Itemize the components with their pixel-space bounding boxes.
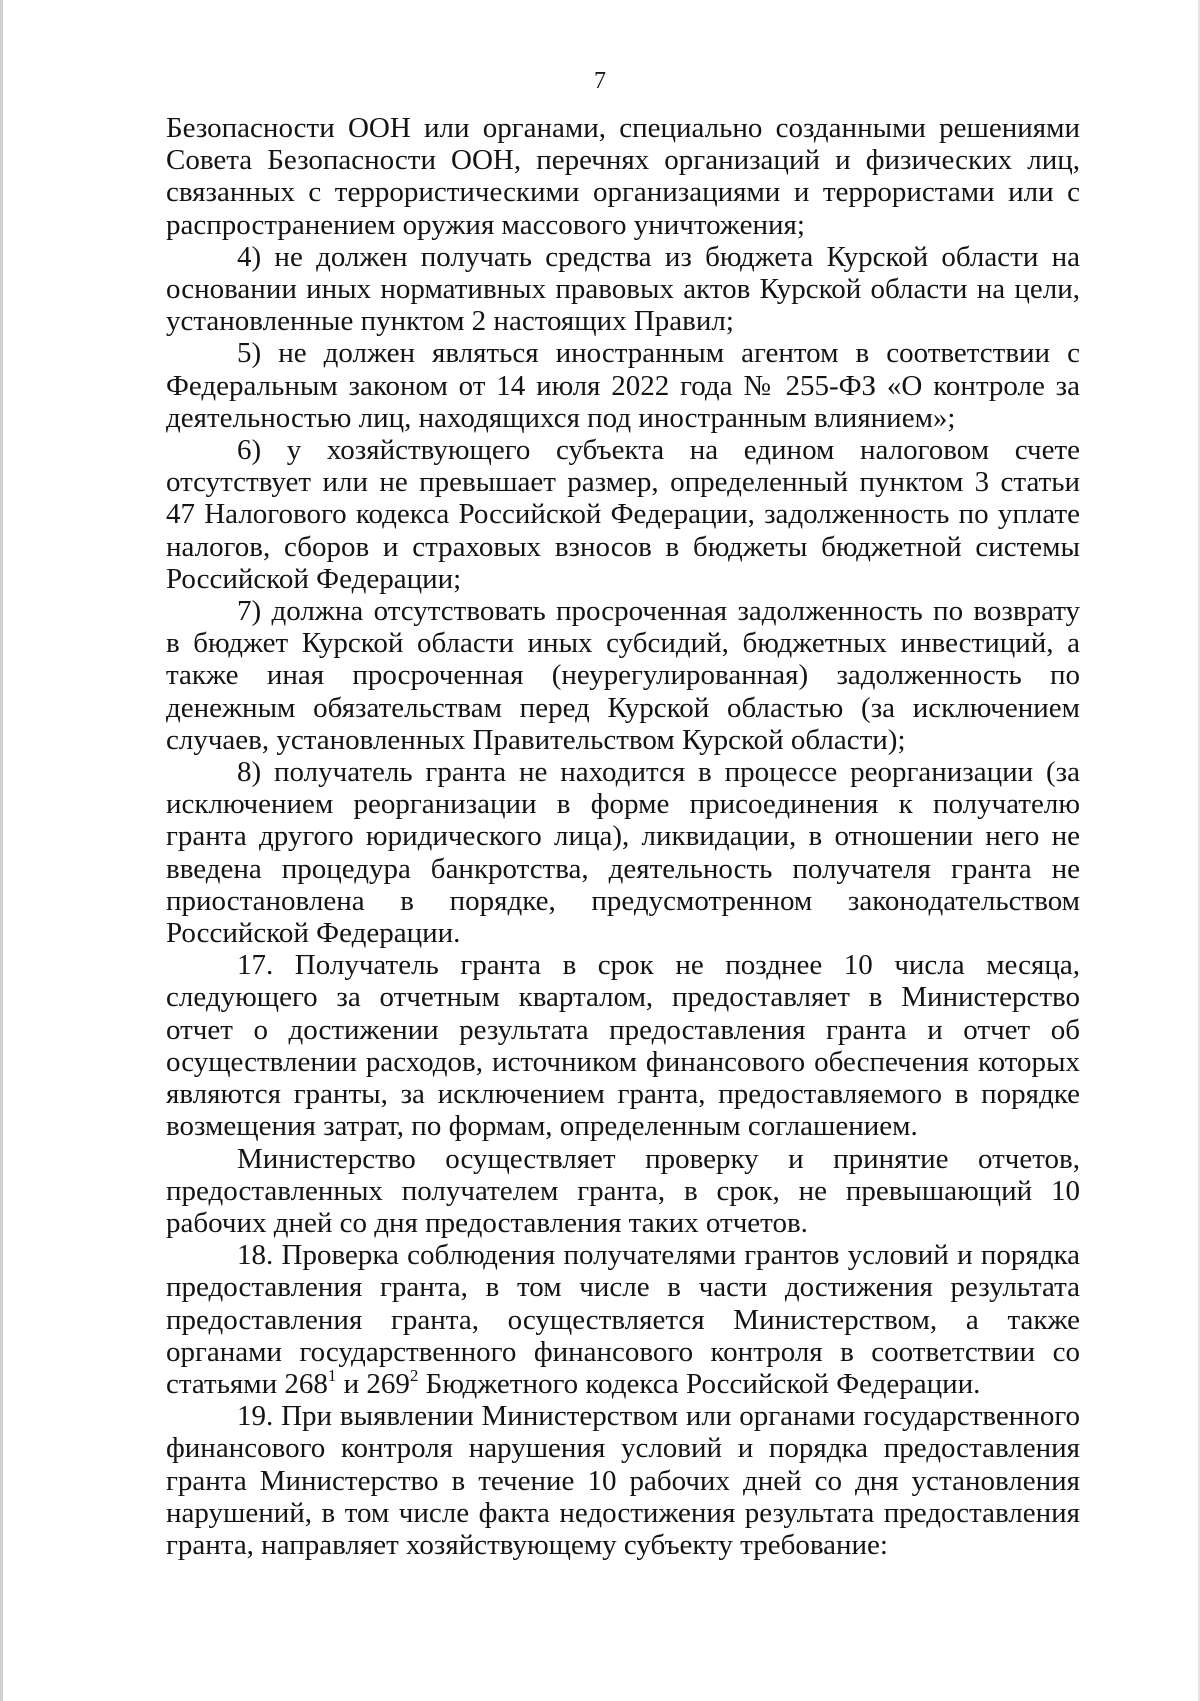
paragraph-19: 19. При выявлении Министерством или органами государственного финансового контроля нарушения условий и порядка предоставления гранта Министерство в течение 10 рабочих дней со дня установления нарушений, в том числе факта недостижения результата предоставления гранта, направляет хозяйствующему субъекту требование: <box>166 1400 1080 1561</box>
paragraph-item-6: 6) у хозяйствующего субъекта на едином налоговом счете отсутствует или не превышает размер, определенный пунктом 3 статьи 47 Налогового кодекса Российской Федерации, задолженность по уплате налогов, сборов и страховых взносов в бюджеты бюджетной системы Российской Федерации; <box>166 434 1080 595</box>
paragraph-item-4: 4) не должен получать средства из бюджета Курской области на основании иных нормативных правовых актов Курской области на цели, установленные пунктом 2 настоящих Правил; <box>166 240 1080 338</box>
article-268-superscript: 1 <box>327 1365 337 1385</box>
paragraph-18-text-b: и 269 <box>336 1367 410 1400</box>
paragraph-17: 17. Получатель гранта в срок не позднее 10 числа месяца, следующего за отчетным кварталом, предоставляет в Министерство отчет о достижении результата предоставления гранта и отчет об осуществлении расходов, источником финансового обеспечения которых являются гранты, за исключением гранта, предоставляемого в порядке возмещения затрат, по формам, определенным соглашением. <box>166 949 1080 1143</box>
paragraph-18-text-a: 18. Проверка соблюдения получателями грантов условий и порядка предоставления гранта, в том числе в части достижения результата предоставления гранта, осуществляется Министерством, а также органами государственного финансового контроля в соответствии со статьями 268 <box>166 1239 1080 1400</box>
paragraph-item-8: 8) получатель гранта не находится в процессе реорганизации (за исключением реорганизации в форме присоединения к получателю гранта другого юридического лица), ликвидации, в отношении него не введена процедура банкротства, деятельность получателя гранта не приостановлена в порядке, предусмотренном законодательством Российской Федерации. <box>166 756 1080 950</box>
paragraph-item-7: 7) должна отсутствовать просроченная задолженность по возврату в бюджет Курской области иных субсидий, бюджетных инвестиций, а также иная просроченная (неурегулированная) задолженность по денежным обязательствам перед Курской областью (за исключением случаев, установленных Правительством Курской области); <box>166 595 1080 756</box>
page-number: 7 <box>594 68 606 94</box>
body-text <box>166 112 1080 1561</box>
article-269-superscript: 2 <box>409 1365 419 1385</box>
paragraph-18-text-c: Бюджетного кодекса Российской Федерации. <box>418 1367 981 1400</box>
paragraph-item-5: 5) не должен являться иностранным агентом в соответствии с Федеральным законом от 14 июля 2022 года № 255-ФЗ «О контроле за деятельностью лиц, находящихся под иностранным влиянием»; <box>166 337 1080 434</box>
paragraph-18 <box>166 1239 1080 1400</box>
paragraph-17-ministry-check: Министерство осуществляет проверку и принятие отчетов, предоставленных получателем гранта, в срок, не превышающий 10 рабочих дней со дня предоставления таких отчетов. <box>166 1142 1080 1239</box>
scan-edge-left <box>0 0 3 1701</box>
paragraph-continuation: Безопасности ООН или органами, специально созданными решениями Совета Безопасности ООН, перечнях организаций и физических лиц, связанных с террористическими организациями и террористами или с распространением оружия массового уничтожения; <box>166 112 1080 241</box>
